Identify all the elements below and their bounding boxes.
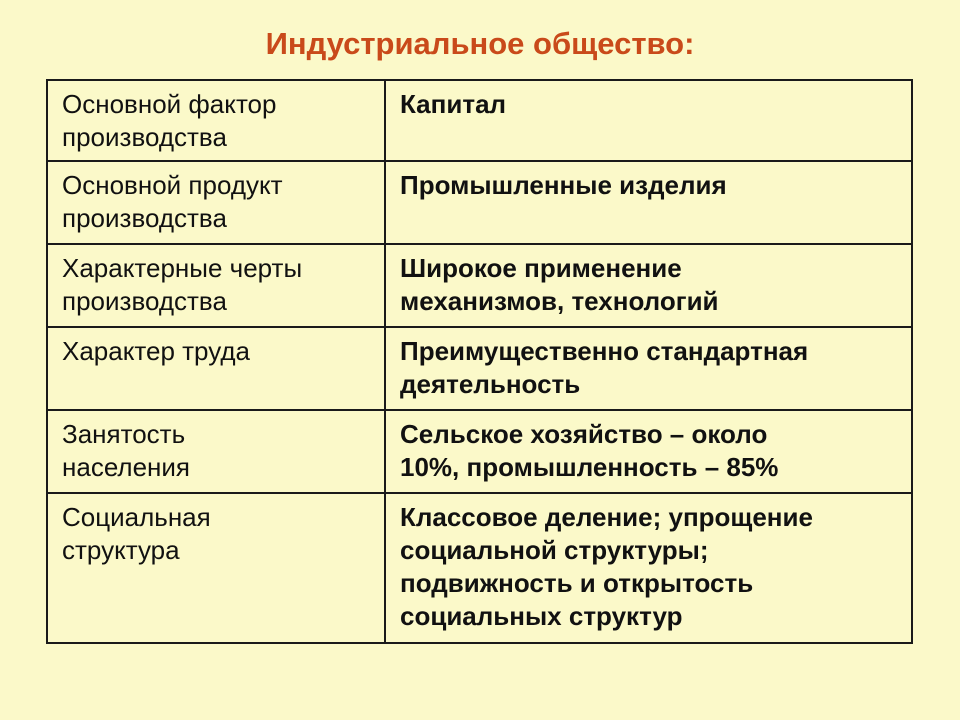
row-value-line: подвижность и открытость (400, 568, 754, 598)
row-label (47, 410, 385, 493)
row-value (385, 410, 912, 493)
row-value-line: социальной структуры; (400, 535, 709, 565)
row-label-line: структура (62, 535, 180, 565)
row-label-line: Основной продукт (62, 170, 283, 200)
row-label-line: населения (62, 452, 191, 482)
row-label (47, 161, 385, 244)
table-row (47, 327, 912, 410)
row-label (47, 493, 385, 643)
row-value (385, 327, 912, 410)
row-value-line: Преимущественно стандартная (400, 336, 809, 366)
row-label-line: производства (62, 286, 227, 316)
row-value-line: механизмов, технологий (400, 286, 719, 316)
row-value-line: Классовое деление; упрощение (400, 502, 813, 532)
row-label (47, 244, 385, 327)
row-label-line: Характерные черты (62, 253, 303, 283)
society-characteristics-table (46, 79, 913, 644)
row-value-line: Широкое применение (400, 253, 682, 283)
row-value (385, 493, 912, 643)
table-row (47, 493, 912, 643)
table-row (47, 80, 912, 161)
row-value (385, 161, 912, 244)
row-value (385, 80, 912, 161)
row-label (47, 80, 385, 161)
row-label-line: производства (62, 122, 227, 152)
row-label-line: Характер труда (62, 336, 250, 366)
row-value-line: Промышленные изделия (400, 170, 727, 200)
row-value-line: социальных структур (400, 601, 683, 631)
table-row (47, 410, 912, 493)
row-label-line: Занятость (62, 419, 186, 449)
row-label-line: Основной фактор (62, 89, 277, 119)
slide-title: Индустриальное общество: (265, 26, 695, 61)
row-label (47, 327, 385, 410)
table-row (47, 244, 912, 327)
row-value-line: Сельское хозяйство – около (400, 419, 768, 449)
row-value-line: деятельность (400, 369, 581, 399)
table-row (47, 161, 912, 244)
row-value (385, 244, 912, 327)
row-label-line: Социальная (62, 502, 211, 532)
row-value-line: Капитал (400, 89, 507, 119)
row-value-line: 10%, промышленность – 85% (400, 452, 779, 482)
row-label-line: производства (62, 203, 227, 233)
